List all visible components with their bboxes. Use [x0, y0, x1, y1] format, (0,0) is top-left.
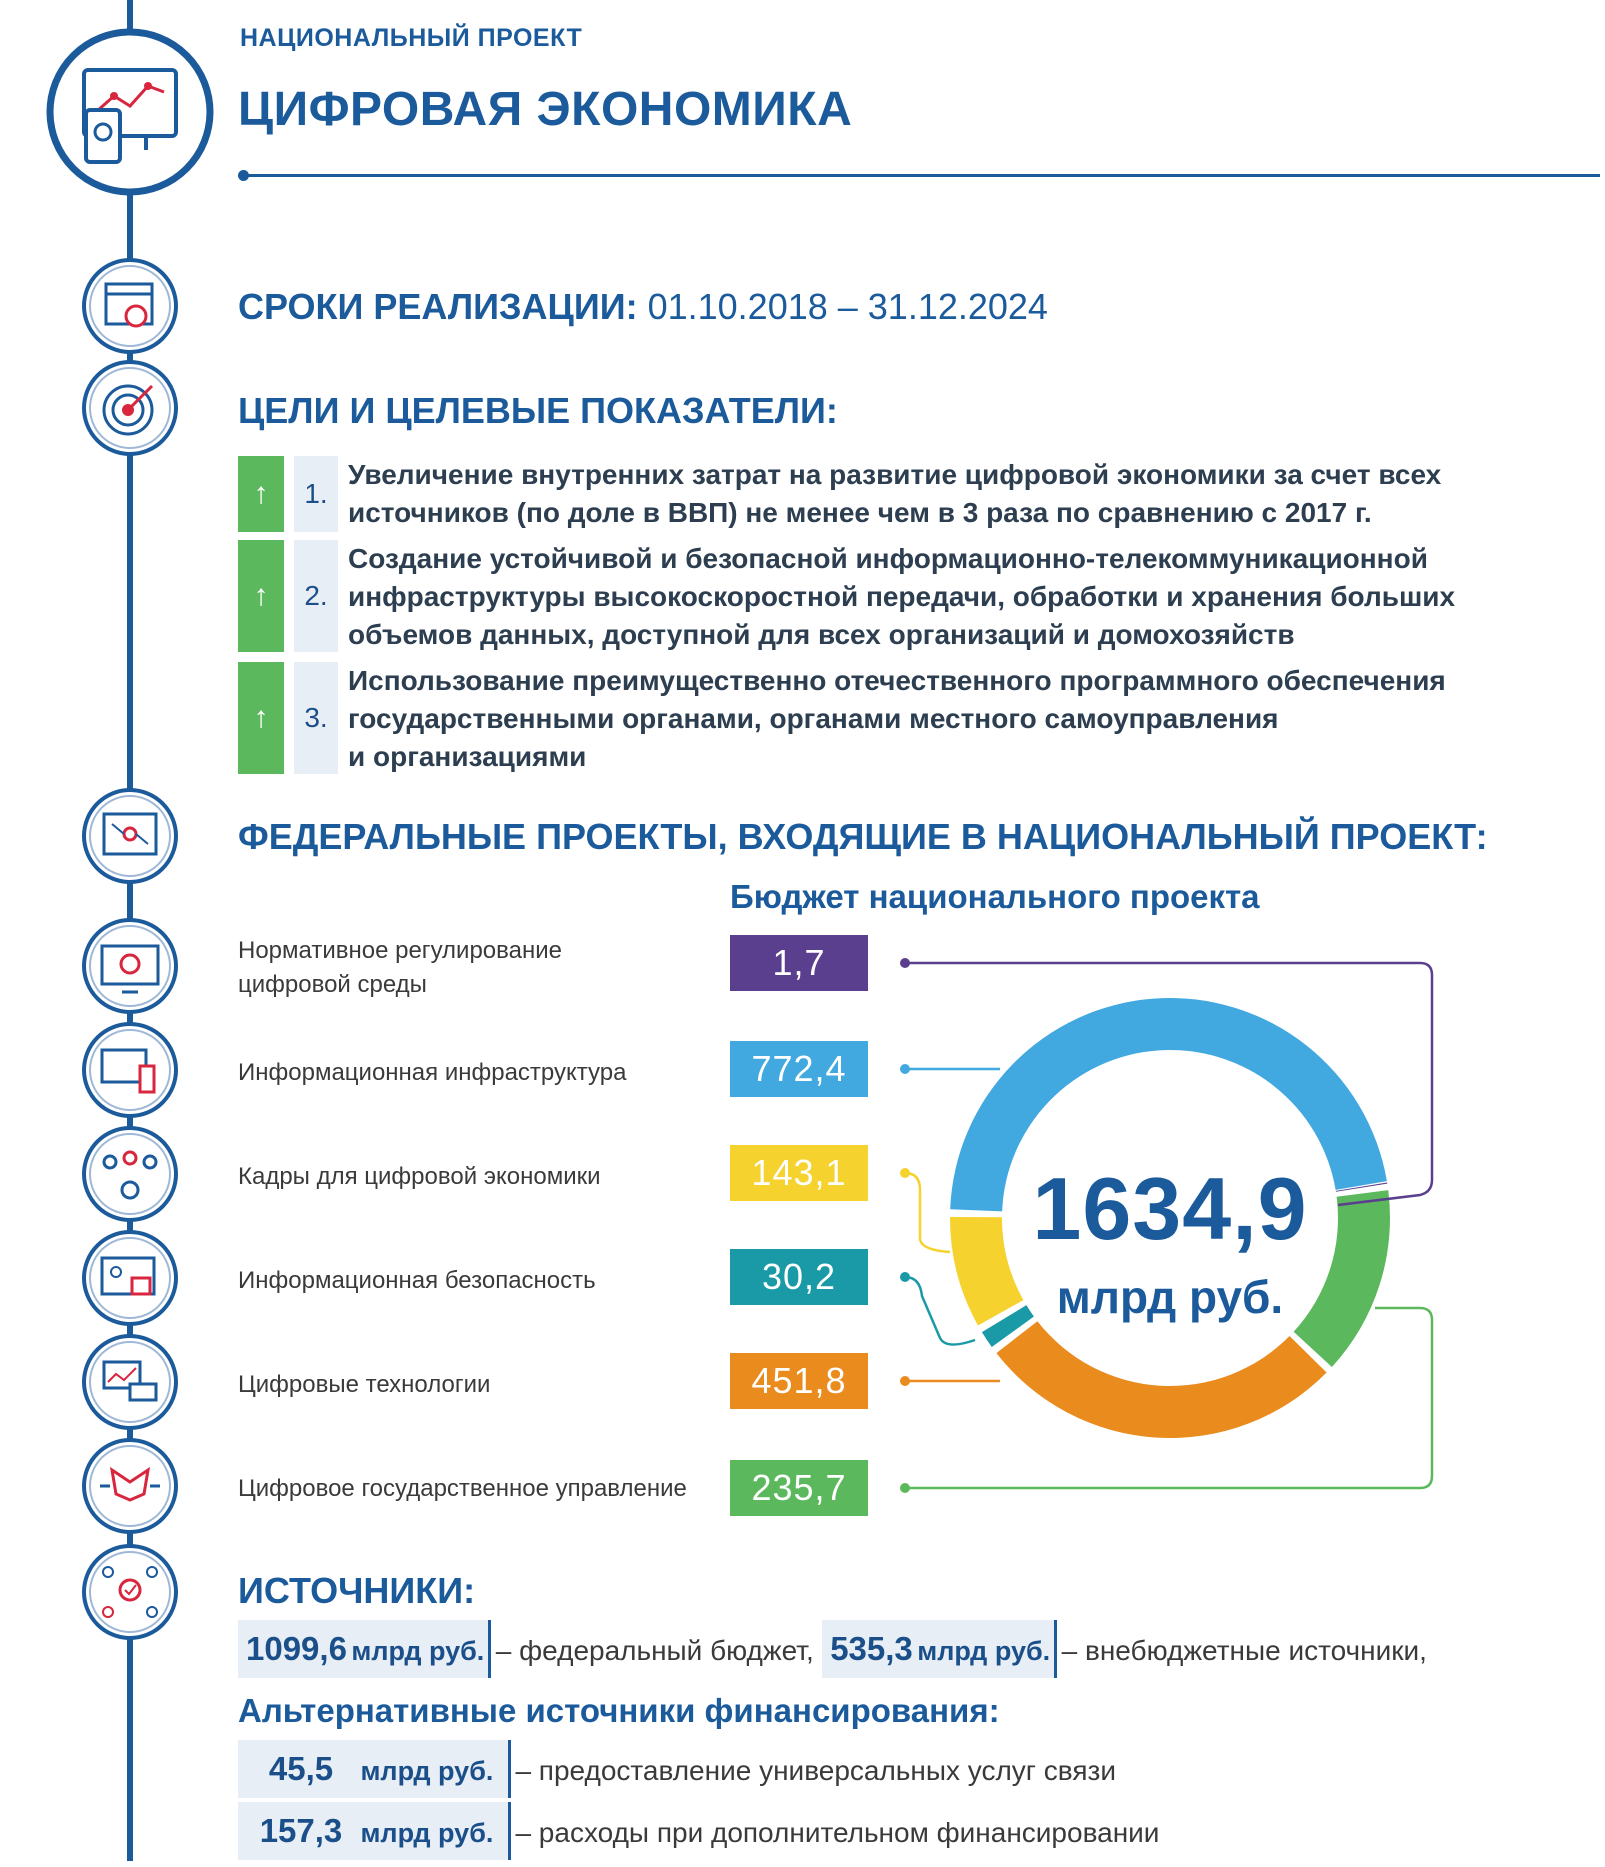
goal-line: и организациями: [348, 741, 587, 772]
connector-dot-1: [900, 958, 910, 968]
federal-budget-text: – федеральный бюджет,: [495, 1635, 814, 1666]
alt-source-text: – расходы при дополнительном финансировании: [515, 1817, 1160, 1848]
unit-label: млрд руб.: [360, 1756, 494, 1786]
project-label-1: [238, 934, 708, 1002]
project-value-2: 772,4: [730, 1041, 868, 1097]
goal-up-arrow-icon: ↑: [238, 456, 284, 532]
total-unit: млрд руб.: [1056, 1271, 1284, 1323]
goal-line: Увеличение внутренних затрат на развитие цифровой экономики за счет всех: [348, 459, 1442, 490]
goal-text: [348, 456, 1548, 532]
project-value-5: 451,8: [730, 1353, 868, 1409]
donut-slice-5: [996, 1321, 1326, 1438]
title-rule: [244, 174, 1600, 177]
people-network-icon: [84, 1128, 176, 1220]
project-board-icon: [84, 790, 176, 882]
dates-label: СРОКИ РЕАЛИЗАЦИИ:: [238, 286, 638, 327]
project-label-line: Нормативное регулирование: [238, 937, 562, 964]
alt-source-value: 45,5: [268, 1750, 334, 1787]
goal-line: объемов данных, доступной для всех организаций и домохозяйств: [348, 619, 1295, 650]
goal-up-arrow-icon: ↑: [238, 540, 284, 652]
federal-title: ФЕДЕРАЛЬНЫЕ ПРОЕКТЫ, ВХОДЯЩИЕ В НАЦИОНАЛЬНЫЙ ПРОЕКТ:: [238, 816, 1488, 857]
goal-number: 2.: [294, 540, 338, 652]
alt-source-text: – предоставление универсальных услуг связи: [515, 1755, 1116, 1786]
federal-budget-box: [238, 1620, 491, 1678]
goal-number: 3.: [294, 662, 338, 774]
goal-line: источников (по доле в ВВП) не менее чем в 3 раза по сравнению с 2017 г.: [348, 497, 1372, 528]
unit-label: млрд руб.: [360, 1818, 494, 1848]
security-lock-icon: [84, 1232, 176, 1324]
connector-dot-5: [900, 1376, 910, 1386]
target-icon: [84, 362, 176, 454]
connector-dot-2: [900, 1064, 910, 1074]
goals-title: ЦЕЛИ И ЦЕЛЕВЫЕ ПОКАЗАТЕЛИ:: [238, 390, 838, 431]
alt-source-row-1: [238, 1740, 1116, 1798]
project-value-3: 143,1: [730, 1145, 868, 1201]
timeline: [0, 0, 260, 1861]
extra-budget-box: [822, 1620, 1057, 1678]
goal-item-2: [238, 540, 1558, 652]
dates-value: 01.10.2018 – 31.12.2024: [637, 286, 1048, 327]
goal-item-1: [238, 456, 1558, 532]
unit-label: млрд руб.: [917, 1636, 1051, 1666]
sources-line: [238, 1620, 1427, 1678]
network-check-icon: [84, 1546, 176, 1638]
extra-budget-text: – внебюджетные источники,: [1061, 1635, 1427, 1666]
page-title: ЦИФРОВАЯ ЭКОНОМИКА: [238, 83, 853, 136]
project-label-5: Цифровые технологии: [238, 1371, 491, 1398]
server-cloud-icon: [84, 1024, 176, 1116]
alt-source-row-2: [238, 1802, 1159, 1860]
unit-label: млрд руб.: [351, 1636, 485, 1666]
dates-section: [238, 286, 1048, 328]
federal-budget-value: 1099,6: [246, 1630, 347, 1667]
extra-budget-value: 535,3: [830, 1630, 913, 1667]
connector-dot-3: [900, 1168, 910, 1178]
kicker: НАЦИОНАЛЬНЫЙ ПРОЕКТ: [240, 24, 583, 52]
goal-line: государственными органами, органами местного самоуправления: [348, 703, 1279, 734]
project-label-3: Кадры для цифровой экономики: [238, 1163, 601, 1190]
goal-item-3: [238, 662, 1558, 774]
goal-line: инфраструктуры высокоскоростной передачи, обработки и хранения больших: [348, 581, 1456, 612]
sources-title: ИСТОЧНИКИ:: [238, 1570, 476, 1611]
goal-line: Создание устойчивой и безопасной информационно-телекоммуникационной: [348, 543, 1428, 574]
gov-emblem-icon: [84, 1440, 176, 1532]
project-value-4: 30,2: [730, 1249, 868, 1305]
total-value: 1634,9: [1032, 1159, 1308, 1258]
calendar-clock-icon: [84, 260, 176, 352]
digital-tech-icon: [84, 1336, 176, 1428]
goal-line: Использование преимущественно отечественного программного обеспечения: [348, 665, 1446, 696]
project-label-4: Информационная безопасность: [238, 1267, 596, 1294]
project-label-6: Цифровое государственное управление: [238, 1475, 687, 1502]
project-label-line: цифровой среды: [238, 971, 427, 998]
alt-sources-title: Альтернативные источники финансирования:: [238, 1692, 1000, 1729]
alt-source-box: [238, 1740, 511, 1798]
alt-source-box: [238, 1802, 511, 1860]
budget-heading: Бюджет национального проекта: [730, 878, 1260, 915]
goal-text: [348, 540, 1548, 654]
connector-line-3: [905, 1173, 950, 1252]
goal-up-arrow-icon: ↑: [238, 662, 284, 774]
goal-number: 1.: [294, 456, 338, 532]
monitor-gear-icon: [84, 920, 176, 1012]
connector-dot-4: [900, 1272, 910, 1282]
alt-source-value: 157,3: [259, 1812, 343, 1849]
project-value-6: 235,7: [730, 1460, 868, 1516]
goal-text: [348, 662, 1548, 776]
project-label-2: Информационная инфраструктура: [238, 1059, 627, 1086]
project-value-1: 1,7: [730, 935, 868, 991]
connector-dot-6: [900, 1483, 910, 1493]
monitor-chart-icon: [50, 32, 210, 192]
